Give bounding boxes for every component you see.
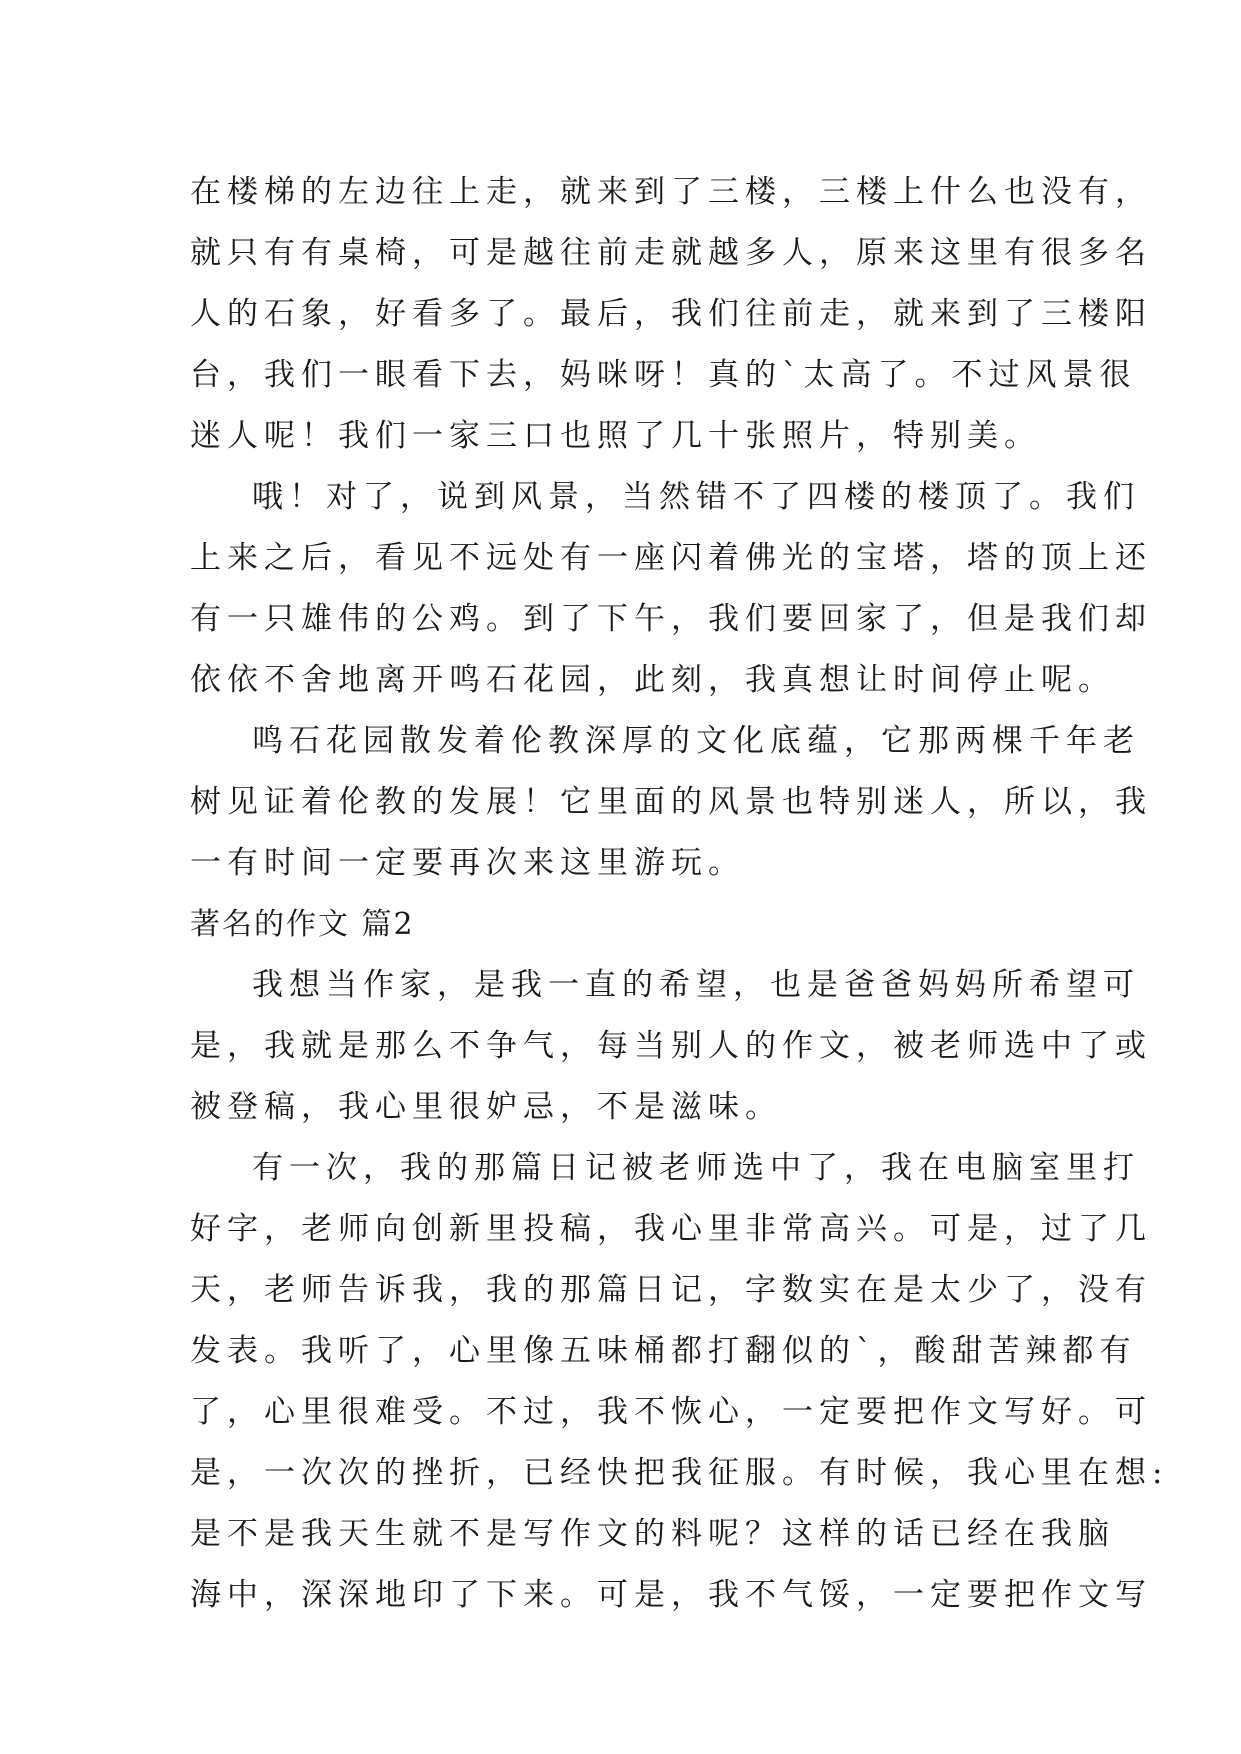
text-line: 一有时间一定要再次来这里游玩。 [190,845,745,881]
text-line: 发表。我听了，心里像五味桶都打翻似的`，酸甜苦辣都有 [190,1333,1137,1369]
text-line: 好字，老师向创新里投稿，我心里非常高兴。可是，过了几 [190,1211,1152,1247]
text-line: 我想当作家，是我一直的希望，也是爸爸妈妈所希望可 [252,967,1140,1003]
text-line: 台，我们一眼看下去，妈咪呀！真的`太高了。不过风景很 [190,357,1137,393]
text-line: 了，心里很难受。不过，我不恢心，一定要把作文写好。可 [190,1394,1152,1430]
text-line: 上来之后，看见不远处有一座闪着佛光的宝塔，塔的顶上还 [190,540,1152,576]
text-line: 迷人呢！我们一家三口也照了几十张照片，特别美。 [190,418,1041,454]
essay-heading: 著名的作文 篇2 [190,907,415,942]
text-line: 鸣石花园散发着伦教深厚的文化底蕴，它那两棵千年老 [252,723,1140,759]
paragraph-garden-third-floor [190,162,1152,467]
text-line: 是不是我天生就不是写作文的料呢？这样的话已经在我脑 [190,1516,1115,1552]
paragraph-conclusion [190,711,1152,894]
paragraph-writer-dream [190,955,1152,1138]
text-line: 有一次，我的那篇日记被老师选中了，我在电脑室里打 [252,1150,1140,1186]
text-line: 海中，深深地印了下来。可是，我不气馁，一定要把作文写 [190,1577,1152,1613]
paragraph-rooftop-view [190,467,1152,711]
text-line: 就只有有桌椅，可是越往前走就越多人，原来这里有很多名 [190,235,1152,271]
text-line: 被登稿，我心里很妒忌，不是滋味。 [190,1089,782,1125]
text-line: 是，我就是那么不争气，每当别人的作文，被老师选中了或 [190,1028,1152,1064]
text-line: 在楼梯的左边往上走，就来到了三楼，三楼上什么也没有， [190,174,1152,210]
text-line: 哦！对了，说到风景，当然错不了四楼的楼顶了。我们 [252,479,1140,515]
text-line: 是，一次次的挫折，已经快把我征服。有时候，我心里在想: [190,1455,1169,1491]
text-line: 有一只雄伟的公鸡。到了下午，我们要回家了，但是我们却 [190,601,1152,637]
text-line: 天，老师告诉我，我的那篇日记，字数实在是太少了，没有 [190,1272,1152,1308]
text-line: 依依不舍地离开鸣石花园，此刻，我真想让时间停止呢。 [190,662,1115,698]
paragraph-diary-story [190,1138,1169,1626]
document-body [190,162,1169,1626]
text-line: 人的石象，好看多了。最后，我们往前走，就来到了三楼阳 [190,296,1152,332]
text-line: 树见证着伦教的发展！它里面的风景也特别迷人，所以，我 [190,784,1152,820]
